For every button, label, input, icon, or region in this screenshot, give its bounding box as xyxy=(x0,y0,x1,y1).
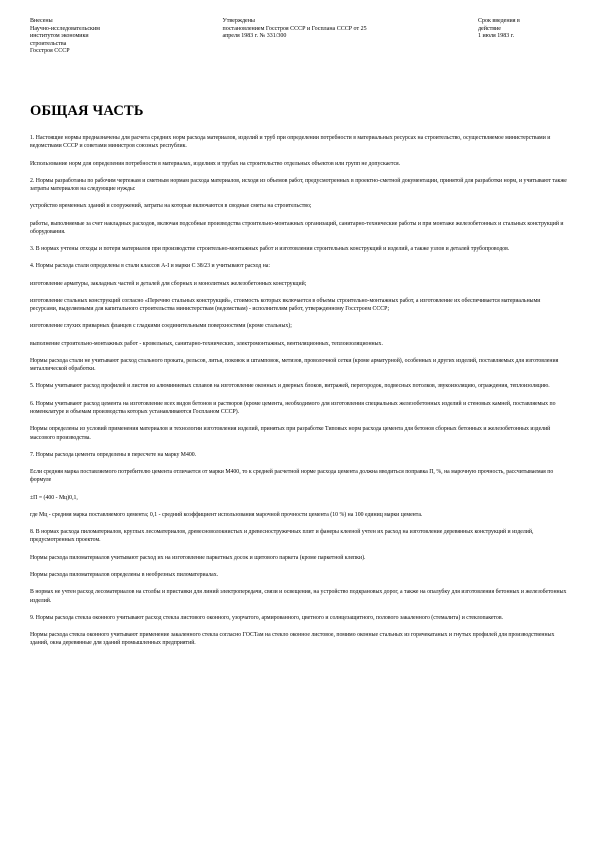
paragraph-4a: изготовление арматуры, закладных частей и деталей для сборных и монолитных железобетонных конструкций; xyxy=(30,280,307,287)
paragraph-9a: Нормы расхода стекла оконного учитывают применение закаленного стекла согласно ГОСТам на стекло оконное листовое, помимо оконные стальных из горячекатаных и гнутых профилей для производственных зданий, окна деревянные для зданий промышленных предприятий. xyxy=(30,631,555,647)
paragraph-9: 9. Нормы расхода стекла оконного учитывают расход стекла листового оконного, узорчатого, армированного, цветного и солнцезащитного, полового закаленного (стемалита) и стеклопакетов. xyxy=(30,614,504,621)
paragraph-7a: Если средняя марка поставляемого потребителю цемента отличается от марки М400, то к средней расчетной норме расхода цемента должна вводиться поправка П, %, на марочную прочность, рассчитываемая по формуле xyxy=(30,469,554,484)
paragraph-7: 7. Нормы расхода цемента определены в пересчете на марку М400. xyxy=(30,451,197,458)
paragraph-8b: Нормы расхода пиломатериалов определены в необрезных пиломатериалах. xyxy=(30,571,219,578)
header-effective-date: Срок введения в действие 1 июля 1983 г. xyxy=(478,18,520,40)
paragraph-2: 2. Нормы разработаны по рабочим чертежам и сметным нормам расхода материалов, исходя из объемов работ, предусмотренных в проектно-сметной документации, принятой для разработки норм, и учитывают также затраты материалов на следующие нужды: xyxy=(30,177,567,193)
section-title: ОБЩАЯ ЧАСТЬ xyxy=(30,102,144,119)
paragraph-1: 1. Настоящие нормы предназначены для расчета средних норм расхода материалов, изделий и труб при определении потребности в материальных ресурсах на строительство, осуществляемое министерствами и ведомствами СССР и советами министров союзных республик. xyxy=(30,134,551,150)
paragraph-8c: В нормах не учтен расход лесоматериалов на столбы и приставки для линий электропередачи, связи и освещения, на устройство подкрановых дорог, а также на опалубку для изготовления бетонных и железобетонных изделий. xyxy=(30,589,567,604)
document-page xyxy=(30,18,568,657)
paragraph-1a: Использование норм для определения потребности в материалах, изделиях и трубах на строительство отдельных объектов или групп не допускается. xyxy=(30,160,401,167)
document-header xyxy=(30,18,568,56)
paragraph-2b: работы, выполняемые за счет накладных расходов, включая подсобные производства строительно-монтажных организаций, санитарно-технические работы и при монтаже железобетонных и стальных конструкций и оборудования. xyxy=(30,220,564,235)
paragraph-6a: Нормы определены из условий применения материалов и технологии изготовления изделий, принятых при разработке Типовых норм расхода цемента для бетонов сборных бетонных и железобетонных изделий массового производства. xyxy=(30,426,551,441)
paragraph-2a: устройство временных зданий и сооружений, затраты на которые включаются в сводные сметы на строительство; xyxy=(30,203,312,210)
paragraph-4b: изготовление стальных конструкций согласно «Перечню стальных конструкций», стоимость которых включается в объемы строительно-монтажных работ, а изготовление их обеспечивается материальными ресурсами, выделяемыми для капитального строительства министерствам (ведомствам) - исполнителям работ, утвержденному Госстроем СССР; xyxy=(30,297,541,313)
paragraph-8: 8. В нормах расхода пиломатериалов, круглых лесоматериалов, древесноволокнистых и древесностружечных плит и фанеры клееной учтен их расход на изготовление деревянных конструкций и изделий, предусмотренных проектом. xyxy=(30,529,534,544)
header-approved-by: Утверждены постановлением Госстроя СССР и Госплана СССР от 25 апреля 1983 г. № 331/300 xyxy=(222,18,367,40)
formula: ±П = (400 - Мц)0,1, xyxy=(30,494,78,501)
paragraph-8a: Нормы расхода пиломатериалов учитывают расход их на изготовление паркетных досок и щитового паркета (кроме паркетной клепки). xyxy=(30,554,366,561)
paragraph-5: 5. Нормы учитывают расход профилей и листов из алюминиевых сплавов на изготовление оконных и дверных блоков, витражей, перегородок, подвесных потолков, звукоизоляцию, ограждения, теплоизоляцию. xyxy=(30,383,550,390)
header-submitted-by: Внесены Научно-исследовательским институтом экономики строительства Госстроя СССР xyxy=(30,18,100,55)
document-body xyxy=(30,134,568,648)
formula-explanation: где Мц - средняя марка поставляемого цемента; 0,1 - средний коэффициент использования марочной прочности цемента (10 %) на 100 единиц марки цемента. xyxy=(30,511,423,518)
paragraph-4e: Нормы расхода стали не учитывают расход стального проката, рельсов, литья, поковок и штамповок, метизов, проволочной сетки (кроме арматурной), особенных и других изделий, поставляемых для изготовления металлической обработки. xyxy=(30,357,559,373)
paragraph-6: 6. Нормы учитывают расход цемента на изготовление всех видов бетонов и растворов (кроме цемента, необходимого для изготовления специальных железобетонных изделий и стеновых камней, поставляемых по номенклатуре и объемам производства которых устанавливаются Госпланом СССР). xyxy=(30,400,556,416)
paragraph-4c: изготовление глухих приварных фланцев с гладкими соединительными поверхностями (кроме стальных); xyxy=(30,323,292,330)
paragraph-3: 3. В нормах учтены отходы и потери материалов при производстве строительно-монтажных работ и изготовлении строительных конструкций и изделий, а также узлов и деталей трубопроводов. xyxy=(30,246,510,253)
paragraph-4: 4. Нормы расхода стали определены в стали классов А-I и марки С 38/23 и учитывают расход на: xyxy=(30,263,270,270)
paragraph-4d: выполнение строительно-монтажных работ - кровельных, санитарно-технических, электромонтажных, вентиляционных, теплоизоляционных. xyxy=(30,340,383,347)
